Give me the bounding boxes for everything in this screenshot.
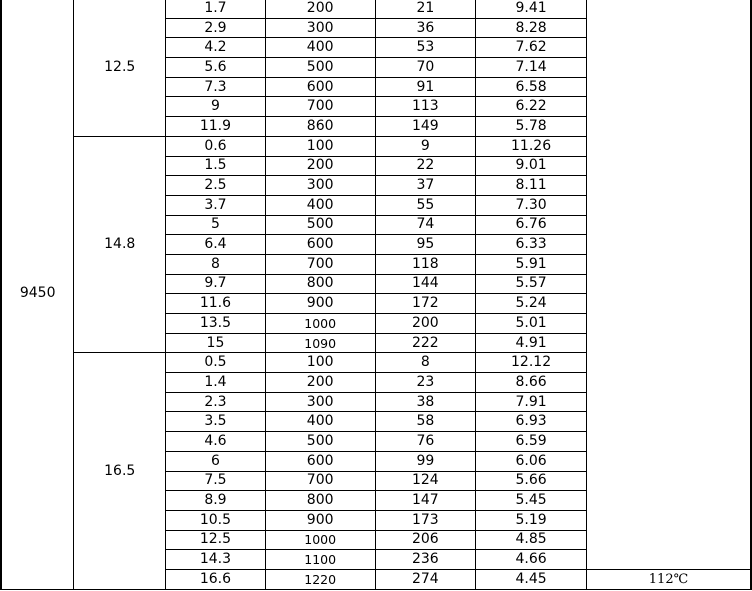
value-cell: 400 (265, 38, 375, 58)
value-cell: 100 (265, 136, 375, 156)
value-cell: 200 (375, 314, 476, 334)
value-cell: 6.22 (476, 97, 587, 117)
empty-cell (586, 77, 751, 97)
value-cell: 8.11 (476, 176, 587, 196)
value-cell: 144 (375, 274, 476, 294)
empty-cell (586, 294, 751, 314)
value-cell: 5 (166, 215, 266, 235)
table-row (1, 0, 751, 18)
value-cell: 172 (375, 294, 476, 314)
empty-cell (586, 176, 751, 196)
value-cell: 1100 (265, 550, 375, 570)
value-cell: 500 (265, 432, 375, 452)
empty-cell (586, 38, 751, 58)
value-cell: 1090 (265, 333, 375, 353)
value-cell: 3.7 (166, 195, 266, 215)
value-cell: 13.5 (166, 314, 266, 334)
value-cell: 2.9 (166, 18, 266, 38)
model-cell: 9450 (1, 0, 74, 589)
value-cell: 6.59 (476, 432, 587, 452)
value-cell: 5.6 (166, 58, 266, 78)
empty-cell (586, 58, 751, 78)
value-cell: 6.4 (166, 235, 266, 255)
value-cell: 6.58 (476, 77, 587, 97)
value-cell: 3.5 (166, 412, 266, 432)
empty-cell (586, 510, 751, 530)
empty-cell (586, 274, 751, 294)
value-cell: 4.2 (166, 38, 266, 58)
value-cell: 16.6 (166, 569, 266, 589)
table-row (1, 353, 751, 373)
value-cell: 113 (375, 97, 476, 117)
value-cell: 800 (265, 491, 375, 511)
value-cell: 76 (375, 432, 476, 452)
value-cell: 400 (265, 412, 375, 432)
value-cell: 300 (265, 18, 375, 38)
value-cell: 0.6 (166, 136, 266, 156)
value-cell: 91 (375, 77, 476, 97)
value-cell: 5.24 (476, 294, 587, 314)
empty-cell (586, 451, 751, 471)
value-cell: 1220 (265, 569, 375, 589)
value-cell: 38 (375, 392, 476, 412)
value-cell: 700 (265, 471, 375, 491)
value-cell: 99 (375, 451, 476, 471)
value-cell: 1000 (265, 314, 375, 334)
group-label-cell: 16.5 (74, 353, 166, 589)
value-cell: 95 (375, 235, 476, 255)
value-cell: 5.01 (476, 314, 587, 334)
value-cell: 11.26 (476, 136, 587, 156)
value-cell: 8 (375, 353, 476, 373)
value-cell: 200 (265, 156, 375, 176)
value-cell: 700 (265, 97, 375, 117)
value-cell: 200 (265, 0, 375, 18)
value-cell: 8.66 (476, 373, 587, 393)
value-cell: 12.12 (476, 353, 587, 373)
value-cell: 11.6 (166, 294, 266, 314)
empty-cell (586, 0, 751, 18)
value-cell: 206 (375, 530, 476, 550)
empty-cell (586, 156, 751, 176)
value-cell: 37 (375, 176, 476, 196)
value-cell: 600 (265, 77, 375, 97)
empty-cell (586, 254, 751, 274)
value-cell: 900 (265, 294, 375, 314)
value-cell: 4.85 (476, 530, 587, 550)
value-cell: 9 (166, 97, 266, 117)
value-cell: 400 (265, 195, 375, 215)
value-cell: 0.5 (166, 353, 266, 373)
value-cell: 6.76 (476, 215, 587, 235)
table-body (1, 0, 751, 589)
value-cell: 9.41 (476, 0, 587, 18)
value-cell: 7.5 (166, 471, 266, 491)
value-cell: 2.5 (166, 176, 266, 196)
empty-cell (586, 412, 751, 432)
empty-cell (586, 235, 751, 255)
value-cell: 149 (375, 117, 476, 137)
value-cell: 124 (375, 471, 476, 491)
value-cell: 5.57 (476, 274, 587, 294)
value-cell: 236 (375, 550, 476, 570)
empty-cell (586, 136, 751, 156)
value-cell: 118 (375, 254, 476, 274)
value-cell: 800 (265, 274, 375, 294)
value-cell: 1000 (265, 530, 375, 550)
empty-cell (586, 215, 751, 235)
empty-cell (586, 97, 751, 117)
value-cell: 74 (375, 215, 476, 235)
empty-cell (586, 195, 751, 215)
value-cell: 900 (265, 510, 375, 530)
value-cell: 7.3 (166, 77, 266, 97)
value-cell: 5.19 (476, 510, 587, 530)
value-cell: 100 (265, 353, 375, 373)
temperature-note: 112℃ (586, 569, 751, 589)
group-label-cell: 12.5 (74, 0, 166, 136)
empty-cell (586, 333, 751, 353)
value-cell: 173 (375, 510, 476, 530)
value-cell: 500 (265, 58, 375, 78)
table-row (1, 136, 751, 156)
value-cell: 5.78 (476, 117, 587, 137)
value-cell: 2.3 (166, 392, 266, 412)
value-cell: 4.91 (476, 333, 587, 353)
value-cell: 1.4 (166, 373, 266, 393)
value-cell: 274 (375, 569, 476, 589)
value-cell: 500 (265, 215, 375, 235)
value-cell: 5.91 (476, 254, 587, 274)
value-cell: 12.5 (166, 530, 266, 550)
value-cell: 14.3 (166, 550, 266, 570)
empty-cell (586, 432, 751, 452)
value-cell: 5.66 (476, 471, 587, 491)
value-cell: 58 (375, 412, 476, 432)
empty-cell (586, 530, 751, 550)
value-cell: 4.66 (476, 550, 587, 570)
value-cell: 5.45 (476, 491, 587, 511)
value-cell: 15 (166, 333, 266, 353)
value-cell: 9 (375, 136, 476, 156)
empty-cell (586, 117, 751, 137)
value-cell: 700 (265, 254, 375, 274)
value-cell: 7.14 (476, 58, 587, 78)
value-cell: 600 (265, 451, 375, 471)
value-cell: 6.93 (476, 412, 587, 432)
value-cell: 300 (265, 176, 375, 196)
value-cell: 8 (166, 254, 266, 274)
empty-cell (586, 353, 751, 373)
group-label-cell: 14.8 (74, 136, 166, 353)
value-cell: 53 (375, 38, 476, 58)
empty-cell (586, 18, 751, 38)
value-cell: 200 (265, 373, 375, 393)
value-cell: 7.62 (476, 38, 587, 58)
value-cell: 1.5 (166, 156, 266, 176)
value-cell: 8.28 (476, 18, 587, 38)
value-cell: 860 (265, 117, 375, 137)
empty-cell (586, 314, 751, 334)
value-cell: 55 (375, 195, 476, 215)
value-cell: 1.7 (166, 0, 266, 18)
value-cell: 8.9 (166, 491, 266, 511)
value-cell: 22 (375, 156, 476, 176)
value-cell: 4.6 (166, 432, 266, 452)
value-cell: 11.9 (166, 117, 266, 137)
value-cell: 70 (375, 58, 476, 78)
value-cell: 10.5 (166, 510, 266, 530)
empty-cell (586, 491, 751, 511)
value-cell: 36 (375, 18, 476, 38)
value-cell: 21 (375, 0, 476, 18)
value-cell: 4.45 (476, 569, 587, 589)
value-cell: 9.7 (166, 274, 266, 294)
value-cell: 147 (375, 491, 476, 511)
value-cell: 23 (375, 373, 476, 393)
empty-cell (586, 392, 751, 412)
value-cell: 300 (265, 392, 375, 412)
empty-cell (586, 471, 751, 491)
empty-cell (586, 550, 751, 570)
value-cell: 6.33 (476, 235, 587, 255)
value-cell: 222 (375, 333, 476, 353)
value-cell: 7.91 (476, 392, 587, 412)
value-cell: 9.01 (476, 156, 587, 176)
empty-cell (586, 373, 751, 393)
value-cell: 6.06 (476, 451, 587, 471)
value-cell: 600 (265, 235, 375, 255)
value-cell: 6 (166, 451, 266, 471)
value-cell: 7.30 (476, 195, 587, 215)
